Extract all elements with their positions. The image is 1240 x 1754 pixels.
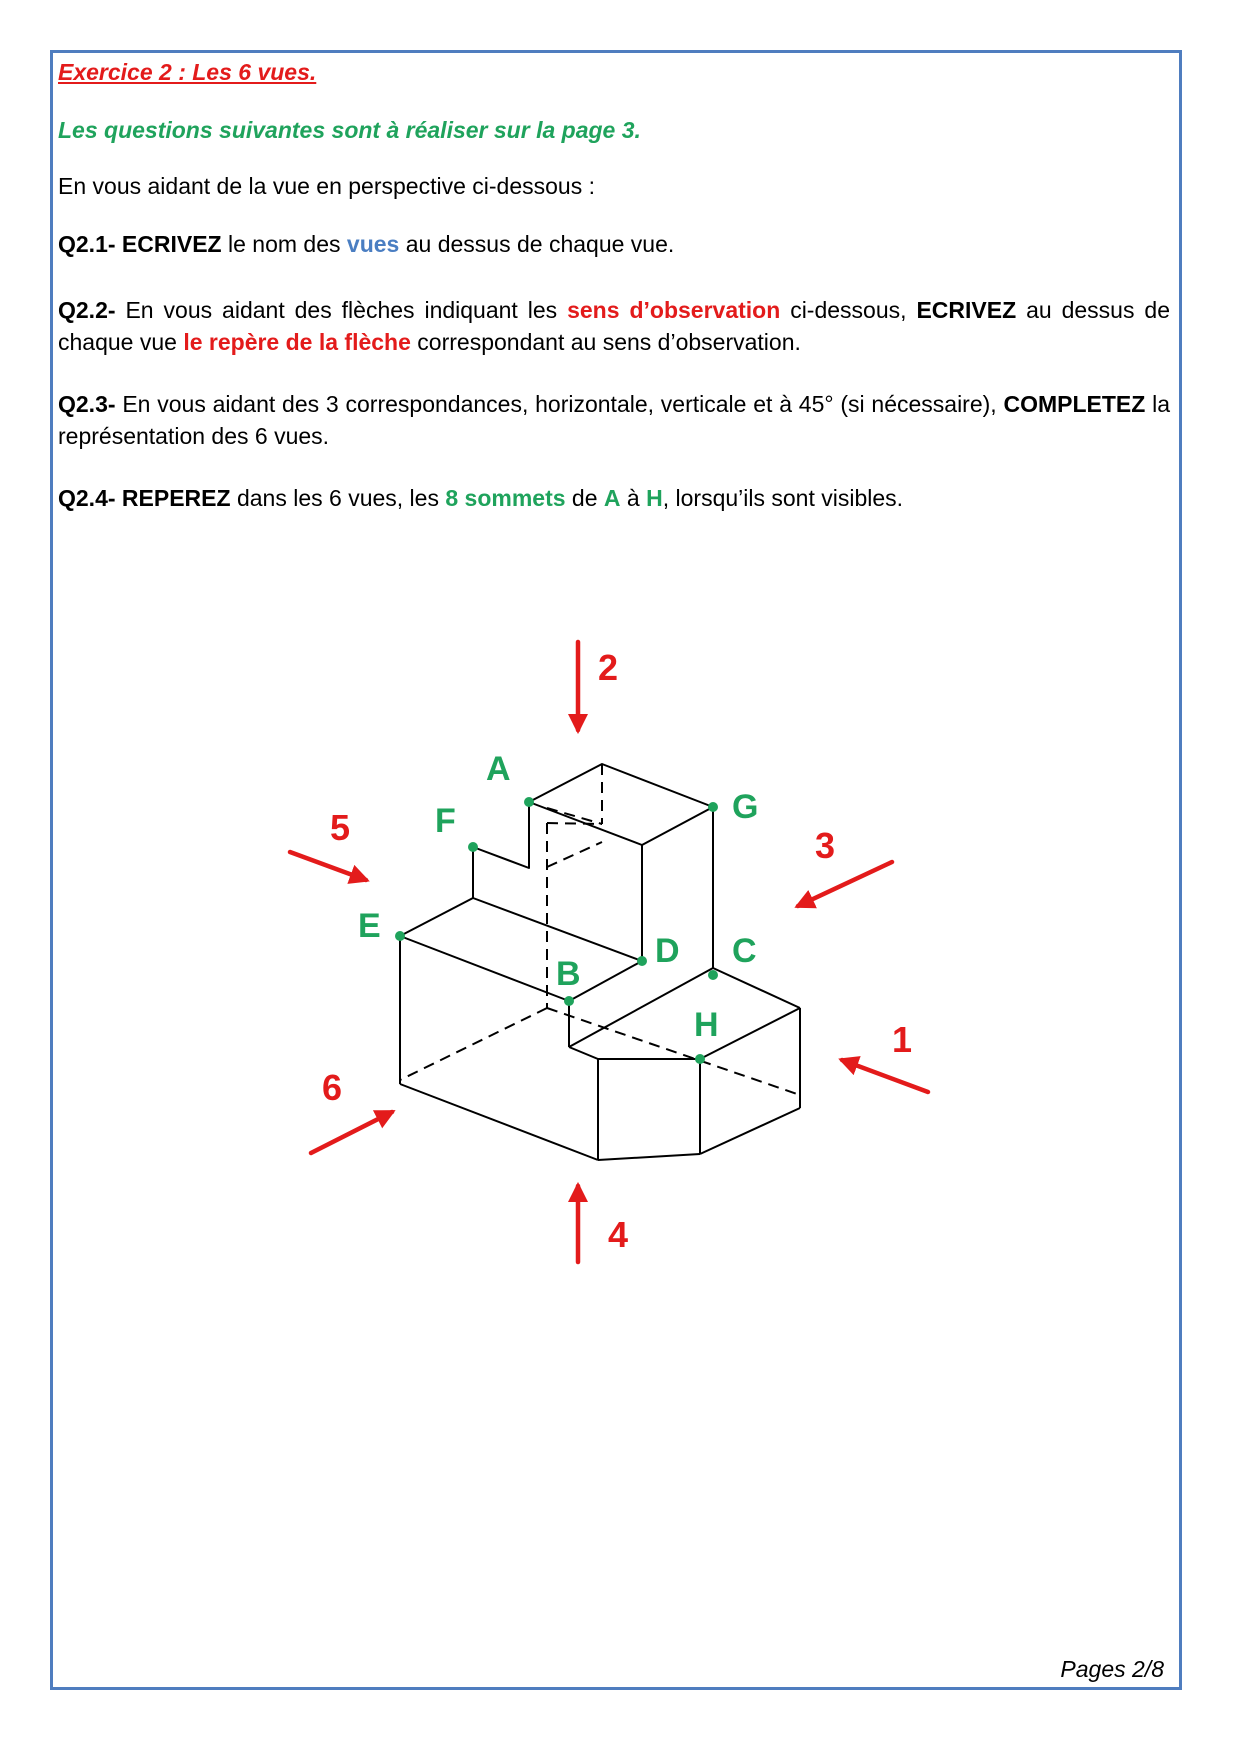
q-text: au dessus de chaque vue [58, 297, 1170, 355]
q-highlight: 8 sommets [445, 485, 566, 511]
q-number: Q2.1- [58, 231, 116, 257]
q-text: ci-dessous, [780, 297, 917, 323]
vertex-label-c: C [732, 932, 757, 970]
q-text: , lorsqu’ils sont visibles. [662, 485, 904, 511]
q-highlight: H [646, 485, 663, 511]
intro-text: En vous aidant de la vue en perspective ci-dessous : [58, 173, 595, 199]
vertex-dot-a [524, 797, 534, 807]
hidden-edge [547, 842, 602, 867]
edge [473, 802, 529, 898]
arrow-label-3: 3 [815, 825, 836, 866]
q-text: la représentation des 6 vues. [58, 391, 1170, 449]
vertex-dot-e [395, 931, 405, 941]
edge [598, 1154, 700, 1160]
vertex-dot-f [468, 842, 478, 852]
edge [569, 1047, 598, 1059]
vertex-dot-d [637, 956, 647, 966]
q-highlight: sens d’observation [567, 297, 781, 323]
q-verb: COMPLETEZ [1003, 391, 1146, 417]
q-verb: ECRIVEZ [916, 297, 1017, 323]
q-number: Q2.2- [58, 297, 116, 323]
vertex-dot-b [564, 996, 574, 1006]
top-face [529, 764, 713, 845]
hidden-edge [547, 823, 602, 824]
arrow-1 [842, 1060, 928, 1092]
q-text: le nom des [221, 231, 347, 257]
vertex-dot-g [708, 802, 718, 812]
q-number: Q2.3- [58, 391, 116, 417]
vertex-label-f: F [435, 802, 456, 840]
q-highlight: A [603, 485, 621, 511]
hidden-edge [547, 808, 602, 824]
arrow-label-4: 4 [608, 1214, 629, 1255]
edge [713, 968, 800, 1008]
vertex-label-g: G [732, 788, 759, 826]
arrow-label-2: 2 [598, 647, 619, 688]
vertex-label-h: H [694, 1006, 719, 1044]
q-text: à [620, 485, 647, 511]
vertex-dot-h [695, 1054, 705, 1064]
arrow-3 [798, 862, 892, 906]
edge [400, 898, 473, 936]
hidden-edge [547, 1008, 800, 1095]
page-number: Pages 2/8 [1060, 1656, 1164, 1682]
hidden-edge [400, 1008, 547, 1080]
observation-arrows [290, 642, 928, 1262]
q-text: dans les 6 vues, les [230, 485, 446, 511]
q-number: Q2.4- [58, 485, 116, 511]
arrow-5 [290, 852, 366, 880]
arrow-label-5: 5 [330, 807, 351, 848]
q-text: au dessus de chaque vue. [399, 231, 675, 257]
q-highlight: le repère de la flèche [183, 329, 411, 355]
edge [400, 936, 569, 1001]
vertex-labels [358, 750, 758, 1044]
vertex-label-d: D [655, 932, 680, 970]
exercise-title: Exercice 2 : Les 6 vues. [58, 59, 317, 85]
q-text: En vous aidant des 3 correspondances, horizontale, verticale et à 45° (si nécessaire), [115, 391, 1004, 417]
q-text: En vous aidant des flèches indiquant les [115, 297, 568, 323]
arrow-label-1: 1 [892, 1019, 913, 1060]
edge [569, 968, 713, 1047]
q-verb: REPEREZ [121, 485, 231, 511]
edge [400, 1084, 598, 1160]
vertex-label-a: A [486, 750, 511, 788]
vertex-dot-c [708, 970, 718, 980]
vertex-label-e: E [358, 907, 381, 945]
arrow-label-6: 6 [322, 1067, 343, 1108]
q-verb: ECRIVEZ [121, 231, 222, 257]
q-text: correspondant au sens d’observation. [410, 329, 801, 355]
exercise-subtitle: Les questions suivantes sont à réaliser sur la page 3. [58, 117, 641, 143]
edge [700, 1108, 800, 1154]
q-highlight: vues [346, 231, 400, 257]
q-text: de [565, 485, 604, 511]
arrow-6 [311, 1112, 392, 1153]
edge [473, 898, 642, 961]
vertex-label-b: B [556, 955, 581, 993]
